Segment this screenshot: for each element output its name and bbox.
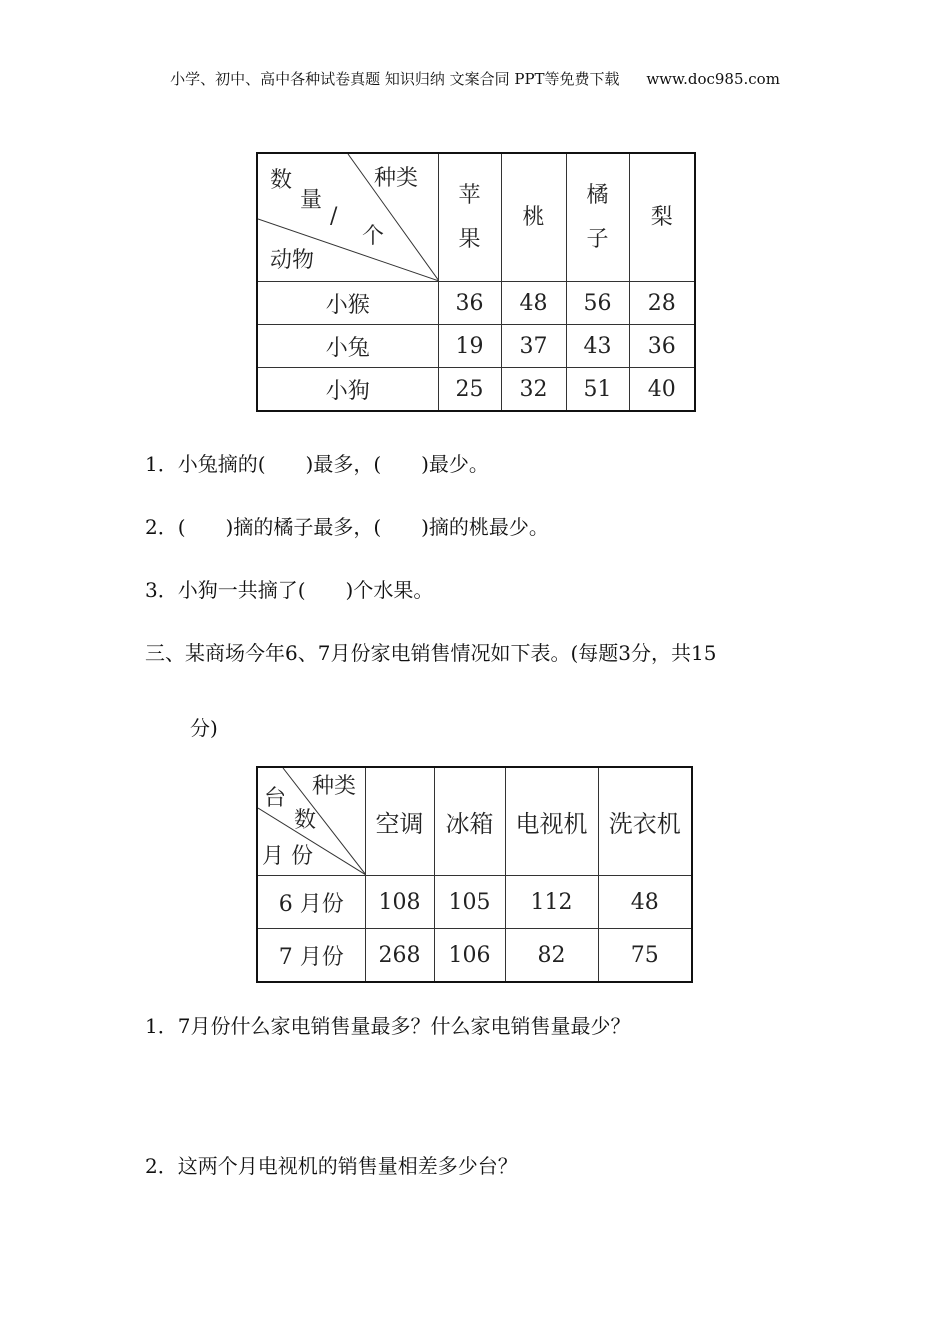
question-3-1: 1．7月份什么家电销售量最多？什么家电销售量最少？ xyxy=(145,1014,631,1038)
col-header-orange xyxy=(566,153,629,282)
row-label: 小兔 xyxy=(257,325,438,368)
col-header-text: 梨 xyxy=(650,204,673,230)
table-cell: 28 xyxy=(629,282,695,325)
col-header-peach xyxy=(501,153,566,282)
corner-label-shu: 数 xyxy=(270,168,293,193)
row-label: 7 月份 xyxy=(257,929,365,983)
question-2-1: 1．小兔摘的( )最多，( )最少。 xyxy=(145,452,489,476)
table-cell: 108 xyxy=(365,876,434,929)
corner-label-month: 月 份 xyxy=(262,844,313,869)
col-header-text: 橘 子 xyxy=(586,182,609,252)
table-row xyxy=(257,368,695,412)
row-label: 6 月份 xyxy=(257,876,365,929)
table-cell: 112 xyxy=(505,876,598,929)
table-cell: 48 xyxy=(501,282,566,325)
table-row xyxy=(257,876,692,929)
table-cell: 40 xyxy=(629,368,695,412)
table-cell: 51 xyxy=(566,368,629,412)
table-cell: 32 xyxy=(501,368,566,412)
row-label: 小狗 xyxy=(257,368,438,412)
section3-title: 三、某商场今年6、7月份家电销售情况如下表。(每题3分，共15 xyxy=(145,641,717,665)
table-row xyxy=(257,325,695,368)
corner-label-liang: 量 xyxy=(300,188,323,213)
table-cell: 268 xyxy=(365,929,434,983)
question-2-2: 2．( )摘的橘子最多，( )摘的桃最少。 xyxy=(145,515,549,539)
table-cell: 19 xyxy=(438,325,501,368)
table1-corner-cell xyxy=(257,153,438,282)
col-header-washer: 洗衣机 xyxy=(598,767,692,876)
fruit-picking-table xyxy=(256,152,696,412)
table-cell: 43 xyxy=(566,325,629,368)
table-cell: 82 xyxy=(505,929,598,983)
col-header-text: 桃 xyxy=(522,204,545,230)
col-header-tv: 电视机 xyxy=(505,767,598,876)
col-header-ac: 空调 xyxy=(365,767,434,876)
table-cell: 37 xyxy=(501,325,566,368)
appliance-sales-table xyxy=(256,766,693,983)
corner-label-category: 种类 xyxy=(312,774,357,799)
col-header-apple xyxy=(438,153,501,282)
corner-label-tai: 台 xyxy=(264,786,287,811)
table-cell: 36 xyxy=(438,282,501,325)
col-header-fridge: 冰箱 xyxy=(434,767,505,876)
table-cell: 48 xyxy=(598,876,692,929)
table2-corner-cell xyxy=(257,767,365,876)
corner-label-category: 种类 xyxy=(374,166,419,191)
question-2-3: 3．小狗一共摘了( )个水果。 xyxy=(145,578,434,602)
corner-label-animal: 动物 xyxy=(270,248,315,273)
col-header-pear xyxy=(629,153,695,282)
table-cell: 105 xyxy=(434,876,505,929)
table-cell: 106 xyxy=(434,929,505,983)
table-row xyxy=(257,929,692,983)
question-3-2: 2．这两个月电视机的销售量相差多少台？ xyxy=(145,1154,518,1178)
corner-label-unit: 个 xyxy=(362,224,385,249)
corner-label-shu: 数 xyxy=(294,808,317,833)
col-header-text: 苹 果 xyxy=(458,182,481,252)
table-cell: 75 xyxy=(598,929,692,983)
table-cell: 25 xyxy=(438,368,501,412)
header-text: 小学、初中、高中各种试卷真题 知识归纳 文案合同 PPT等免费下载 xyxy=(170,70,620,88)
table-row xyxy=(257,282,695,325)
table-cell: 56 xyxy=(566,282,629,325)
row-label: 小猴 xyxy=(257,282,438,325)
corner-label-slash: / xyxy=(330,204,338,229)
table-cell: 36 xyxy=(629,325,695,368)
header-url[interactable]: www.doc985.com xyxy=(646,70,780,88)
page-header xyxy=(0,68,950,89)
section3-title-cont: 分) xyxy=(190,716,218,740)
